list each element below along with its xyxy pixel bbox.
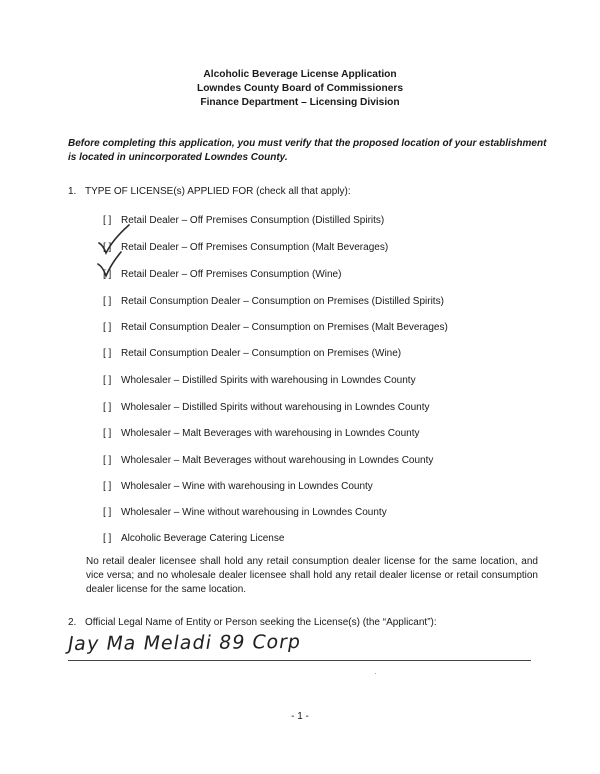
- license-option[interactable]: [103, 295, 444, 309]
- license-option[interactable]: [103, 321, 448, 335]
- option-label: Wholesaler – Malt Beverages without warehousing in Lowndes County: [121, 455, 434, 466]
- option-checkbox[interactable]: [ ]: [103, 322, 112, 333]
- option-label: Wholesaler – Distilled Spirits without warehousing in Lowndes County: [121, 402, 430, 413]
- applicant-name-line: [68, 660, 531, 661]
- license-option[interactable]: [103, 480, 373, 494]
- option-label: Alcoholic Beverage Catering License: [121, 533, 285, 544]
- license-option[interactable]: [103, 241, 388, 255]
- option-checkbox[interactable]: [ ]: [103, 533, 112, 544]
- option-label: Retail Consumption Dealer – Consumption on Premises (Malt Beverages): [121, 322, 448, 333]
- option-checkbox[interactable]: [ ]: [103, 348, 112, 359]
- option-label: Wholesaler – Wine without warehousing in Lowndes County: [121, 507, 387, 518]
- scan-speck: ·: [374, 668, 377, 678]
- option-label: Retail Dealer – Off Premises Consumption (Distilled Spirits): [121, 215, 385, 226]
- exclusivity-note: No retail dealer licensee shall hold any retail consumption dealer license for the same location, and vice versa; and no wholesale dealer licensee shall hold any retail dealer license or retail consumption dealer license for the same location.: [86, 556, 538, 595]
- option-checkbox[interactable]: [ ]: [103, 269, 112, 280]
- option-checkbox[interactable]: [ ]: [103, 296, 112, 307]
- header-title: Alcoholic Beverage License Application: [203, 69, 397, 80]
- applicant-name-handwritten[interactable]: Jay Ma Meladi 89 Corp: [65, 630, 303, 656]
- question-1: [68, 186, 351, 197]
- question-2-number: 2.: [68, 617, 77, 628]
- license-option[interactable]: [103, 506, 387, 520]
- question-2-text: Official Legal Name of Entity or Person seeking the License(s) (the “Applicant”):: [85, 617, 437, 628]
- license-option[interactable]: [103, 532, 284, 546]
- option-label: Retail Dealer – Off Premises Consumption (Wine): [121, 269, 342, 280]
- header-organization: Lowndes County Board of Commissioners: [196, 83, 404, 94]
- option-label: Wholesaler – Malt Beverages with warehousing in Lowndes County: [121, 428, 420, 439]
- question-2: [68, 617, 437, 628]
- license-option[interactable]: [103, 374, 416, 388]
- handwritten-checkmark-icon: [97, 258, 131, 282]
- option-checkbox[interactable]: [ ]: [103, 507, 112, 518]
- license-option[interactable]: [103, 427, 420, 441]
- intro-instruction: Before completing this application, you must verify that the proposed location of your establishment is located in unincorporated Lowndes County.: [68, 138, 547, 163]
- option-label: Wholesaler – Distilled Spirits with warehousing in Lowndes County: [121, 375, 416, 386]
- option-label: Retail Consumption Dealer – Consumption on Premises (Distilled Spirits): [121, 296, 444, 307]
- option-checkbox[interactable]: [ ]: [103, 428, 112, 439]
- page-number: - 1 -: [291, 711, 309, 722]
- option-checkbox[interactable]: [ ]: [103, 481, 112, 492]
- option-label: Wholesaler – Wine with warehousing in Lowndes County: [121, 481, 373, 492]
- license-option[interactable]: [103, 347, 401, 361]
- header-department: Finance Department – Licensing Division: [200, 97, 400, 108]
- license-option[interactable]: [103, 454, 433, 468]
- option-checkbox[interactable]: [ ]: [103, 242, 112, 253]
- question-1-text: TYPE OF LICENSE(s) APPLIED FOR (check all that apply):: [85, 186, 351, 197]
- handwritten-checkmark-icon: [97, 231, 131, 255]
- option-checkbox[interactable]: [ ]: [103, 215, 112, 226]
- license-option[interactable]: [103, 268, 341, 282]
- document-header: [0, 68, 600, 110]
- option-label: Retail Dealer – Off Premises Consumption (Malt Beverages): [121, 242, 389, 253]
- question-1-number: 1.: [68, 186, 77, 197]
- option-label: Retail Consumption Dealer – Consumption on Premises (Wine): [121, 348, 402, 359]
- option-checkbox[interactable]: [ ]: [103, 455, 112, 466]
- option-checkbox[interactable]: [ ]: [103, 375, 112, 386]
- option-checkbox[interactable]: [ ]: [103, 402, 112, 413]
- license-option[interactable]: [103, 214, 384, 228]
- license-option[interactable]: [103, 401, 430, 415]
